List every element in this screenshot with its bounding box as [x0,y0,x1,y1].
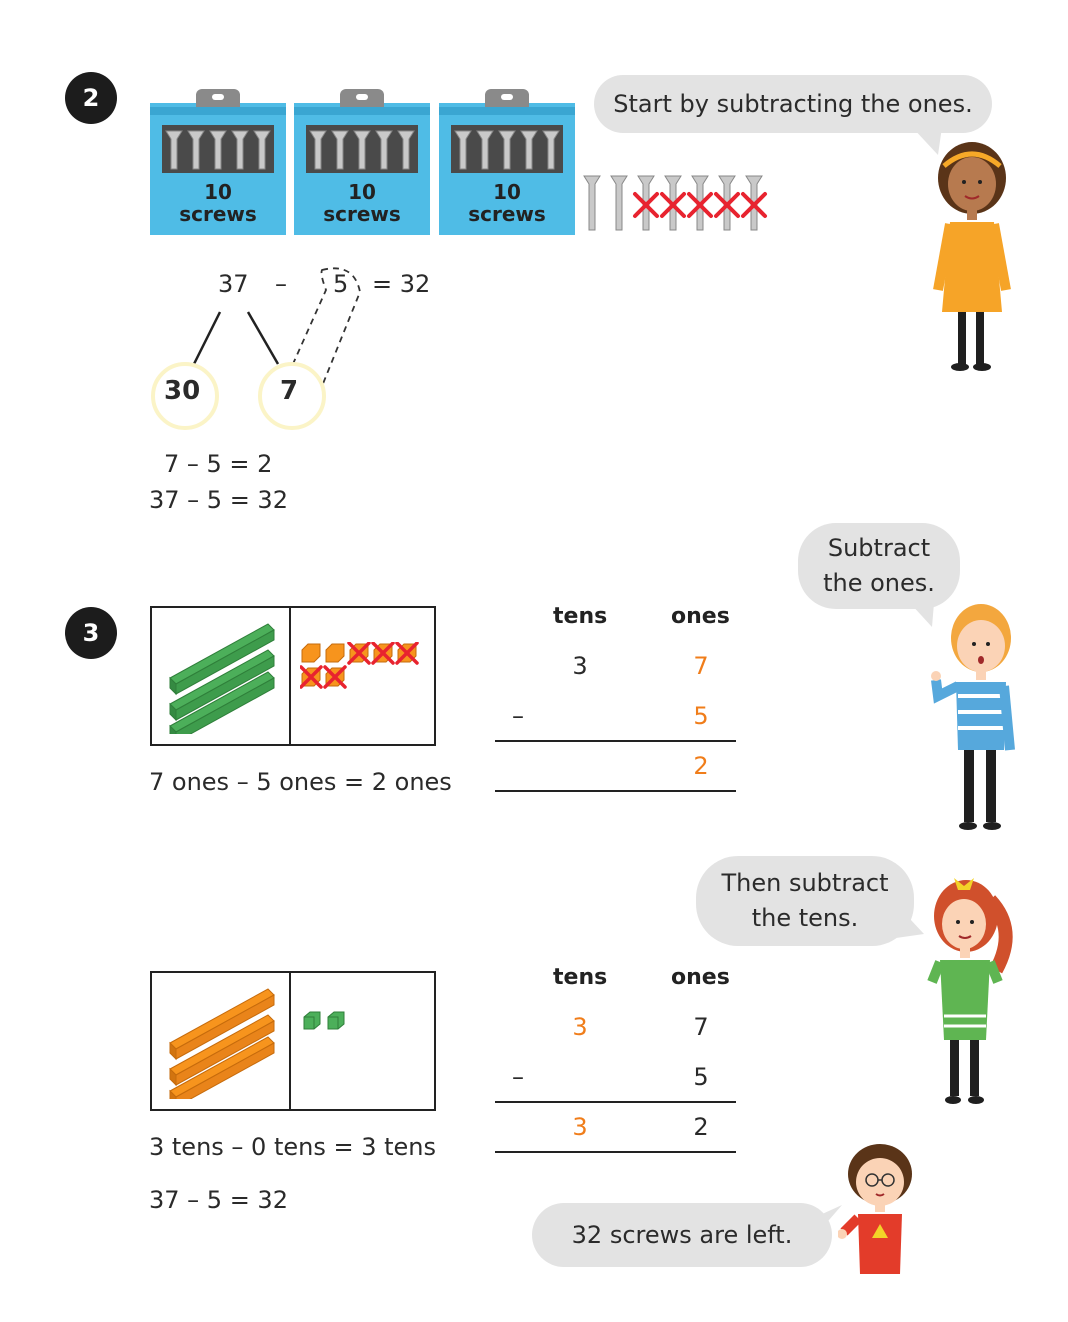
box-window [451,125,563,173]
ten-rods-orange-icon [164,983,284,1099]
table1-r1-tens: 3 [572,652,588,680]
box-unit: screws [468,202,546,226]
loose-screws [580,172,780,238]
ones-panel-caption: 7 ones – 5 ones = 2 ones [149,768,452,796]
equation-37-minus-5: 37 – 5 = 32 [149,486,288,514]
table2-result-tens: 3 [572,1113,588,1141]
table2-head-ones: ones [671,965,730,990]
boy-with-glasses-character [838,1140,928,1274]
table1-rule-top [495,740,736,742]
base-ten-panel-ones [150,606,436,746]
speech-bubble-start [594,75,992,133]
box-window [306,125,418,173]
girl-character-1 [920,140,1020,375]
table1-result-ones: 2 [693,752,709,780]
partition-minus: – [275,270,287,298]
box-window [162,125,274,173]
table2-r1-tens: 3 [572,1013,588,1041]
speech-bubble-ones [798,523,960,609]
table2-rule-top [495,1101,736,1103]
speech-line: the tens. [751,904,859,932]
box-unit: screws [323,202,401,226]
box-count: 10 [204,180,232,204]
speech-text: Start by subtracting the ones. [613,89,973,118]
speech-line: Then subtract [721,869,889,897]
speech-bubble-final [532,1203,832,1267]
ones-cube-icon [302,644,320,662]
table2-r1-ones: 7 [693,1013,709,1041]
part-ones-value: 7 [280,376,299,406]
section-2-badge: 2 [65,72,117,124]
table1-head-tens: tens [553,604,608,629]
remaining-ones-cubes [302,1009,362,1033]
table1-minus-sign: – [512,702,524,730]
screws-inside-icon [451,125,563,173]
speech-bubble-tens [696,856,914,946]
final-equation: 37 – 5 = 32 [149,1186,288,1214]
box-label [439,181,575,225]
screw-box-1 [150,103,286,235]
partition-top-number: 37 [218,270,249,298]
table1-r2-ones: 5 [693,702,709,730]
box-hanger-icon [485,89,529,107]
table2-minus-sign: – [512,1063,524,1091]
table2-r2-ones: 5 [693,1063,709,1091]
base-ten-panel-tens [150,971,436,1111]
table1-rule-bottom [495,790,736,792]
box-unit: screws [179,202,257,226]
ones-cubes [300,642,430,698]
girl-character-2 [918,870,1018,1110]
screw-box-3 [439,103,575,235]
box-label [294,181,430,225]
speech-line: the ones. [823,569,935,597]
box-hanger-icon [196,89,240,107]
part-tens-value: 30 [164,376,201,406]
box-count: 10 [493,180,521,204]
screw-box-2 [294,103,430,235]
loose-screw-icon [584,176,600,230]
ones-cube-icon [326,644,344,662]
box-label [150,181,286,225]
section-3-badge: 3 [65,607,117,659]
table2-head-tens: tens [553,965,608,990]
speech-line: Subtract [827,534,931,562]
box-hanger-icon [340,89,384,107]
table2-rule-bottom [495,1151,736,1153]
partition-subtrahend: 5 [333,270,349,298]
table2-result-ones: 2 [693,1113,709,1141]
equation-7-minus-5: 7 – 5 = 2 [164,450,273,478]
table1-r1-ones: 7 [693,652,709,680]
box-count: 10 [348,180,376,204]
screws-inside-icon [162,125,274,173]
tens-panel-caption: 3 tens – 0 tens = 3 tens [149,1133,436,1161]
ten-rods-green-icon [164,618,284,734]
table1-head-ones: ones [671,604,730,629]
speech-text: 32 screws are left. [571,1220,793,1249]
screws-inside-icon [306,125,418,173]
partition-result: = 32 [372,270,431,298]
loose-screw-icon [611,176,627,230]
boy-character [926,600,1026,835]
